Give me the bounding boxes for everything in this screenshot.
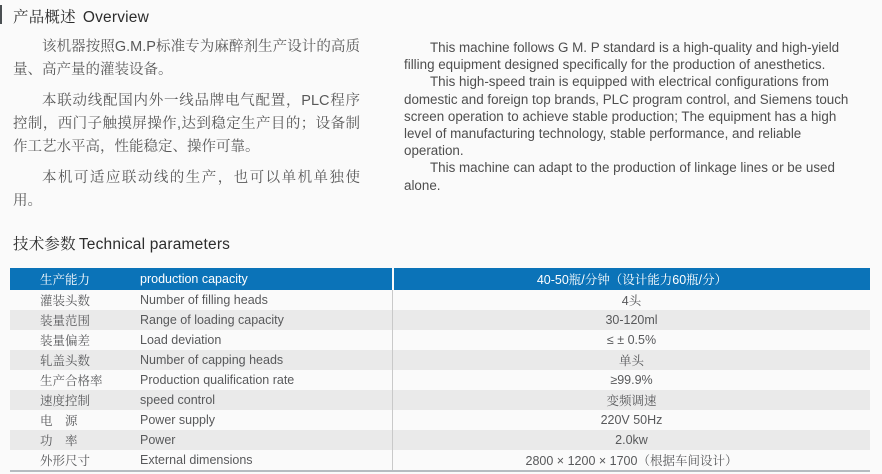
table-row: [10, 390, 870, 410]
table-row: [10, 350, 870, 370]
spec-label-en: Number of capping heads: [140, 353, 284, 367]
overview-paragraph-en: This high-speed train is equipped with electrical configurations from domestic and foreign top brands, PLC program control, and Siemens touch screen operation to achieve stable production; The equipment has a high level of manufacturing technology, stable performance, and reliable operation.: [404, 74, 849, 159]
overview-paragraph-en: This machine can adapt to the production of linkage lines or be used alone.: [404, 160, 835, 193]
spec-label-en: speed control: [140, 393, 216, 407]
table-row: [10, 370, 870, 390]
spec-value: 4头: [392, 290, 870, 310]
tech-title-en: Technical parameters: [78, 236, 231, 253]
overview-paragraph-zh: 本联动线配国内外一线品牌电气配置，PLC程序控制，西门子触摸屏操作,达到稳定生产目的；设备制作工艺水平高，性能稳定、操作可靠。: [13, 93, 360, 155]
spec-label-zh: 轧盖头数: [40, 354, 91, 368]
overview-section-title: [13, 5, 149, 27]
overview-title-zh: 产品概述: [13, 9, 76, 26]
table-row: [10, 268, 870, 290]
technical-parameters-table: [10, 268, 870, 472]
spec-label-en: Range of loading capacity: [140, 313, 284, 327]
table-row: [10, 410, 870, 430]
spec-label-en: Power: [140, 433, 176, 447]
spec-label-zh: 灌装头数: [40, 294, 91, 308]
overview-text-chinese: [13, 36, 360, 221]
spec-label-en: Number of filling heads: [140, 293, 268, 307]
spec-label-zh: 电 源: [40, 414, 78, 428]
spec-label-zh: 速度控制: [40, 394, 91, 408]
overview-paragraph-en: This machine follows G M. P standard is a high-quality and high-yield filling equipment designed specifically for the production of anesthetics.: [404, 40, 840, 73]
spec-value: 30-120ml: [392, 310, 870, 330]
spec-label-zh: 功 率: [40, 434, 78, 448]
tech-parameters-section-title: [13, 232, 230, 254]
spec-label-en: External dimensions: [140, 453, 253, 467]
spec-value: ≤ ± 0.5%: [392, 330, 870, 350]
overview-text-english: [404, 39, 864, 194]
spec-label-zh: 装量偏差: [40, 334, 91, 348]
spec-value: ≥99.9%: [392, 370, 870, 390]
spec-label-en: Production qualification rate: [140, 373, 295, 387]
overview-paragraph-zh: 本机可适应联动线的生产，也可以单机单独使用。: [13, 170, 360, 209]
spec-value: 变频调速: [392, 390, 870, 410]
spec-label-en: Power supply: [140, 413, 216, 427]
spec-label-zh: 装量范围: [40, 314, 91, 328]
spec-value: 单头: [392, 350, 870, 370]
overview-title-en: Overview: [82, 9, 150, 26]
overview-paragraph-zh: 该机器按照G.M.P标准专为麻醉剂生产设计的高质量、高产量的灌装设备。: [13, 39, 360, 78]
spec-label-zh: 生产能力: [40, 273, 91, 287]
spec-label-en: production capacity: [140, 272, 248, 286]
table-row: [10, 330, 870, 350]
table-row: [10, 290, 870, 310]
spec-value: 2800 × 1200 × 1700（根据车间设计）: [392, 450, 870, 470]
spec-label-zh: 生产合格率: [40, 374, 103, 388]
table-row: [10, 310, 870, 330]
spec-value: 40-50瓶/分钟（设计能力60瓶/分）: [392, 268, 870, 290]
spec-label-en: Load deviation: [140, 333, 222, 347]
spec-value: 220V 50Hz: [392, 410, 870, 430]
table-row: [10, 450, 870, 470]
spec-label-zh: 外形尺寸: [40, 454, 91, 468]
tech-title-zh: 技术参数: [13, 236, 76, 253]
section-accent-bar: [0, 5, 2, 24]
spec-value: 2.0kw: [392, 430, 870, 450]
table-row: [10, 430, 870, 450]
